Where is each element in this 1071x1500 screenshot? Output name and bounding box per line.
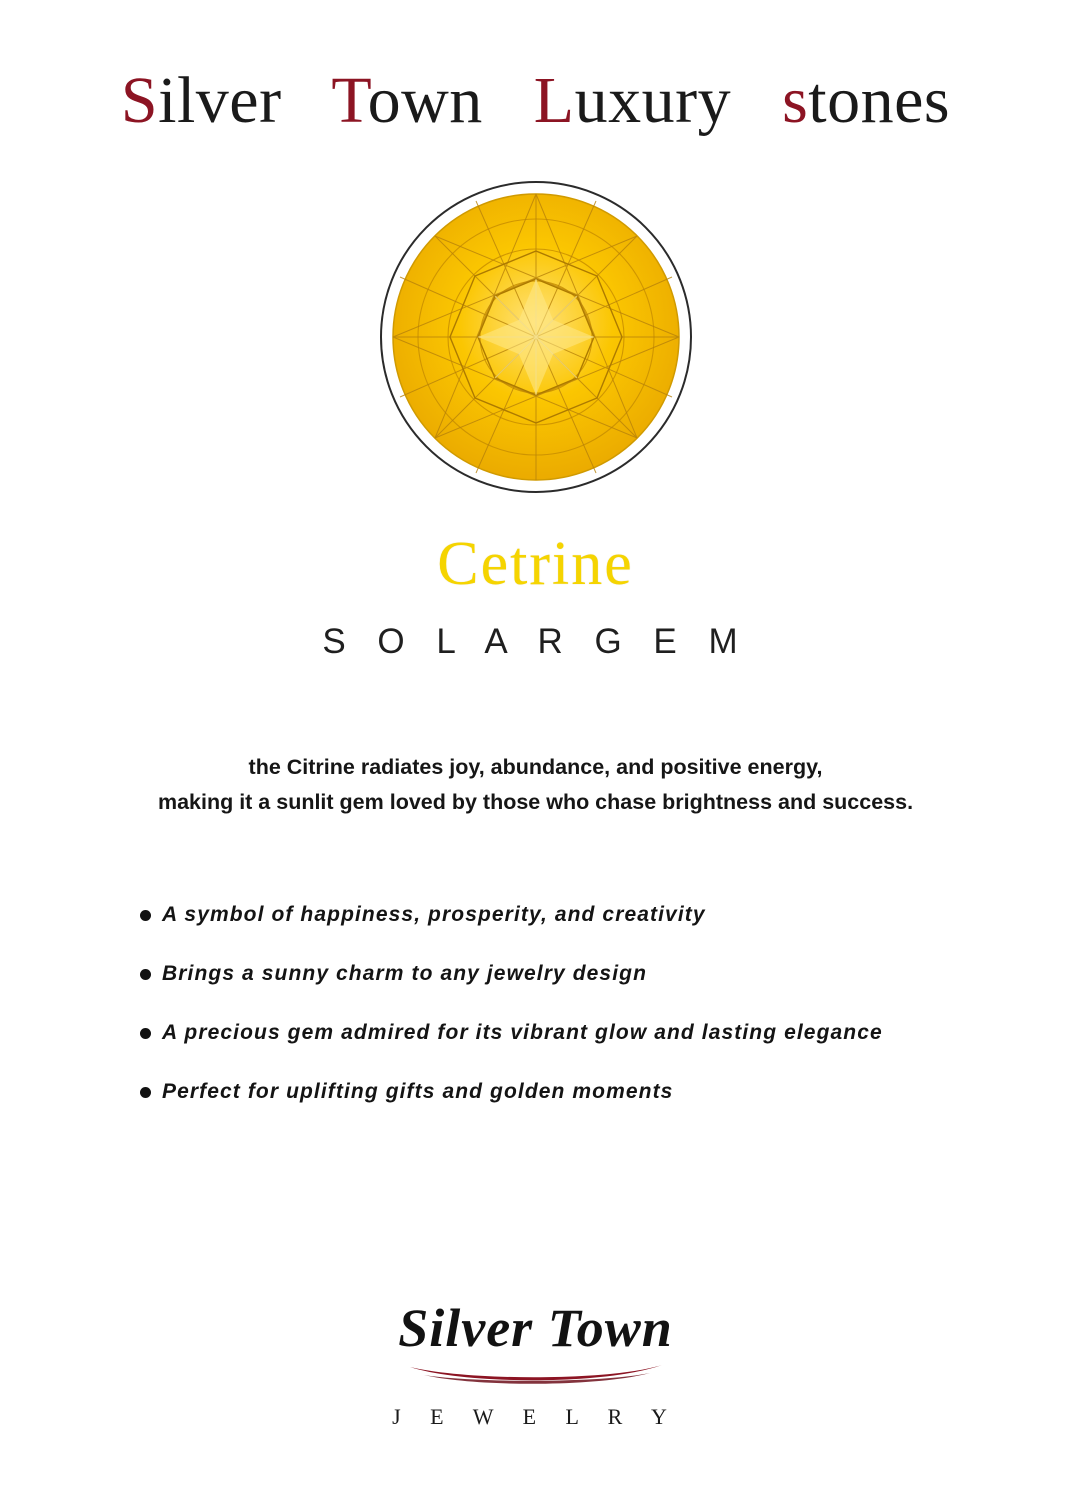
feature-list (0, 903, 1071, 1104)
feature-text: Perfect for uplifting gifts and golden moments (162, 1080, 674, 1104)
title-word-1-cap: S (120, 64, 159, 137)
round-brilliant-gem-icon (378, 179, 694, 495)
product-subtitle: S O L A R G E M (322, 622, 749, 662)
gem-image-wrap (0, 179, 1071, 495)
bullet-dot-icon (140, 969, 151, 980)
title-word-3-rest: uxury (574, 64, 732, 137)
title-word-4-cap: s (782, 64, 809, 137)
bullet-dot-icon (140, 1087, 151, 1098)
description (86, 750, 986, 819)
title-word-4-rest: tones (808, 64, 951, 137)
feature-text: A symbol of happiness, prosperity, and creativity (162, 903, 706, 927)
bullet-dot-icon (140, 1028, 151, 1039)
list-item (140, 1080, 1071, 1104)
logo-subtitle: J E W E L R Y (392, 1404, 679, 1429)
list-item (140, 962, 1071, 986)
brand-logo (0, 1298, 1071, 1430)
title-word-1-rest: ilver (158, 64, 282, 137)
page-title (0, 66, 1071, 135)
logo-script-text: Silver Town (398, 1298, 673, 1358)
description-line-2: making it a sunlit gem loved by those who chase brightness and success. (157, 789, 914, 814)
logo-swoosh-icon (406, 1359, 666, 1385)
feature-text: A precious gem admired for its vibrant glow and lasting elegance (162, 1021, 883, 1045)
list-item (140, 903, 1071, 927)
bullet-dot-icon (140, 910, 151, 921)
title-word-2-rest: own (367, 64, 483, 137)
title-word-3-cap: L (533, 64, 575, 137)
list-item (140, 1021, 1071, 1045)
header (0, 0, 1071, 135)
feature-text: Brings a sunny charm to any jewelry design (162, 962, 647, 986)
description-line-1: the Citrine radiates joy, abundance, and positive energy, (248, 755, 823, 780)
title-word-2-cap: T (331, 64, 368, 137)
product-name: Cetrine (437, 530, 634, 599)
